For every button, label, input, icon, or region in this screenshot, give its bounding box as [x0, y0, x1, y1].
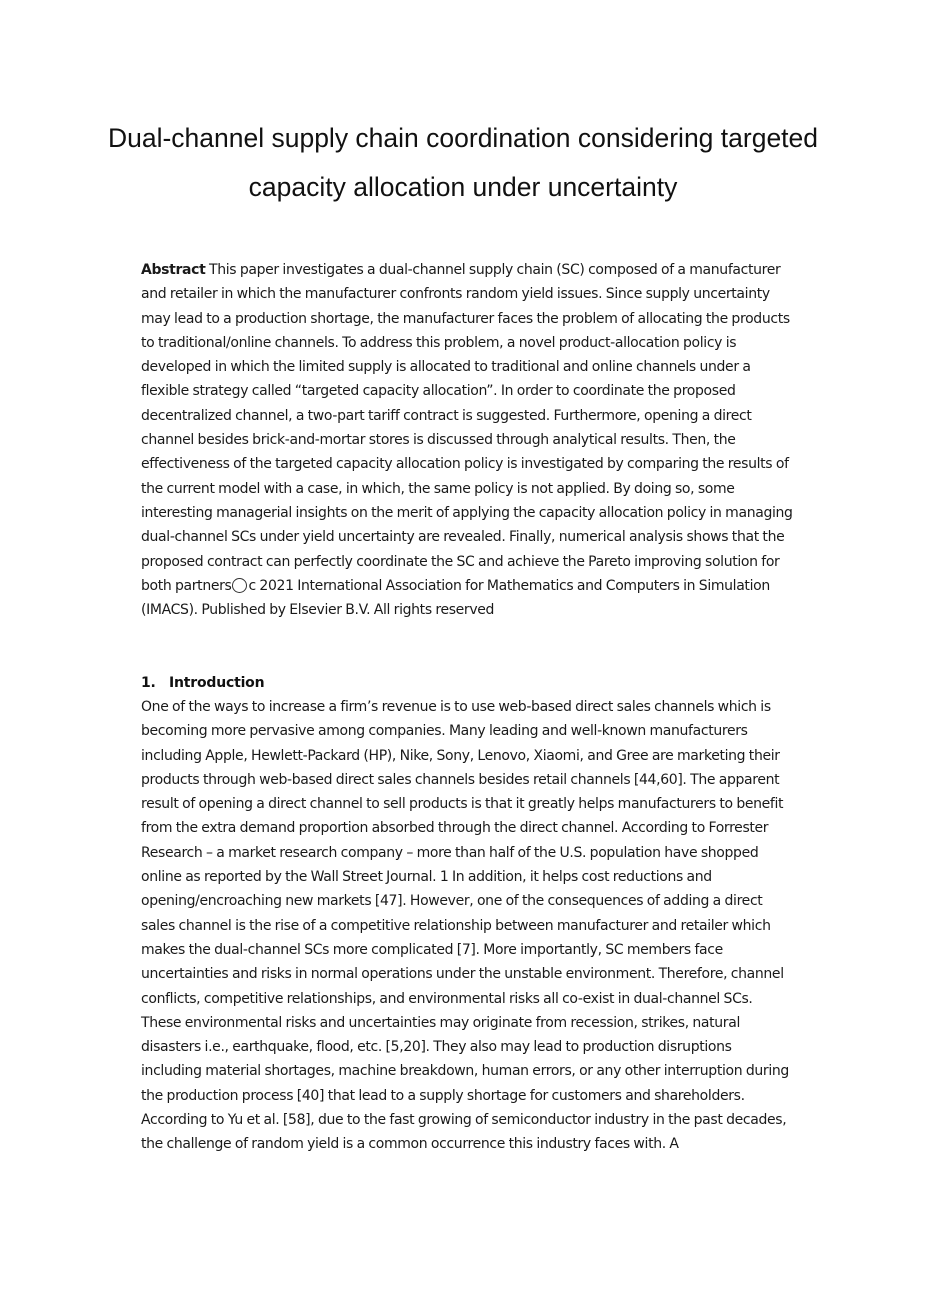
abstract-label: Abstract	[141, 262, 206, 278]
section-number: 1.	[141, 675, 156, 691]
abstract-copyright-text: c 2021 International Association for Mathematics and Computers in Simulation (IMACS). Published by Elsevier B.V. All rights reserved	[141, 577, 770, 619]
paper-title: Dual-channel supply chain coordination considering targeted capacity allocation under uncertainty	[107, 123, 819, 202]
abstract-text: This paper investigates a dual-channel supply chain (SC) composed of a manufacturer and retailer in which the manufacturer confronts random yield issues. Since supply uncertainty may lead to a production shortage, the manufacturer faces the problem of allocating the products to traditional/online channels. To address this problem, a novel product-allocation policy is developed in which the limited supply is allocated to traditional and online channels under a flexible strategy called “targeted capacity allocation”. In order to coordinate the proposed decentralized channel, a two-part tariff contract is suggested. Furthermore, opening a direct channel besides brick-and-mortar stores is discussed through analytical results. Then, the effectiveness of the targeted capacity allocation policy is investigated by comparing the results of the current model with a case, in which, the same policy is not applied. By doing so, some interesting managerial insights on the merit of applying the capacity allocation policy in managing dual-channel SCs under yield uncertainty are revealed. Finally, numerical analysis shows that the proposed contract can perfectly coordinate the SC and achieve the Pareto improving solution for both partners	[141, 262, 793, 594]
abstract-paragraph	[141, 258, 793, 622]
section-heading-introduction	[141, 671, 264, 695]
copyright-circle-icon	[232, 578, 247, 593]
introduction-paragraph: One of the ways to increase a firm’s revenue is to use web-based direct sales channels which is becoming more pervasive among companies. Many leading and well-known manufacturers including Apple, Hewlett-Packard (HP), Nike, Sony, Lenovo, Xiaomi, and Gree are marketing their products through web-based direct sales channels besides retail channels [44,60]. The apparent result of opening a direct channel to sell products is that it greatly helps manufacturers to benefit from the extra demand proportion absorbed through the direct channel. According to Forrester Research – a market research company – more than half of the U.S. population have shopped online as reported by the Wall Street Journal. 1 In addition, it helps cost reductions and opening/encroaching new markets [47]. However, one of the consequences of adding a direct sales channel is the rise of a competitive relationship between manufacturer and retailer which makes the dual-channel SCs more complicated [7]. More importantly, SC members face uncertainties and risks in normal operations under the unstable environment. Therefore, channel conflicts, competitive relationships, and environmental risks all co-exist in dual-channel SCs. These environmental risks and uncertainties may originate from recession, strikes, natural disasters i.e., earthquake, flood, etc. [5,20]. They also may lead to production disruptions including material shortages, machine breakdown, human errors, or any other interruption during the production process [40] that lead to a supply shortage for customers and shareholders. According to Yu et al. [58], due to the fast growing of semiconductor industry in the past decades, the challenge of random yield is a common occurrence this industry faces with. A	[141, 699, 789, 1153]
section-title: Introduction	[169, 675, 265, 691]
